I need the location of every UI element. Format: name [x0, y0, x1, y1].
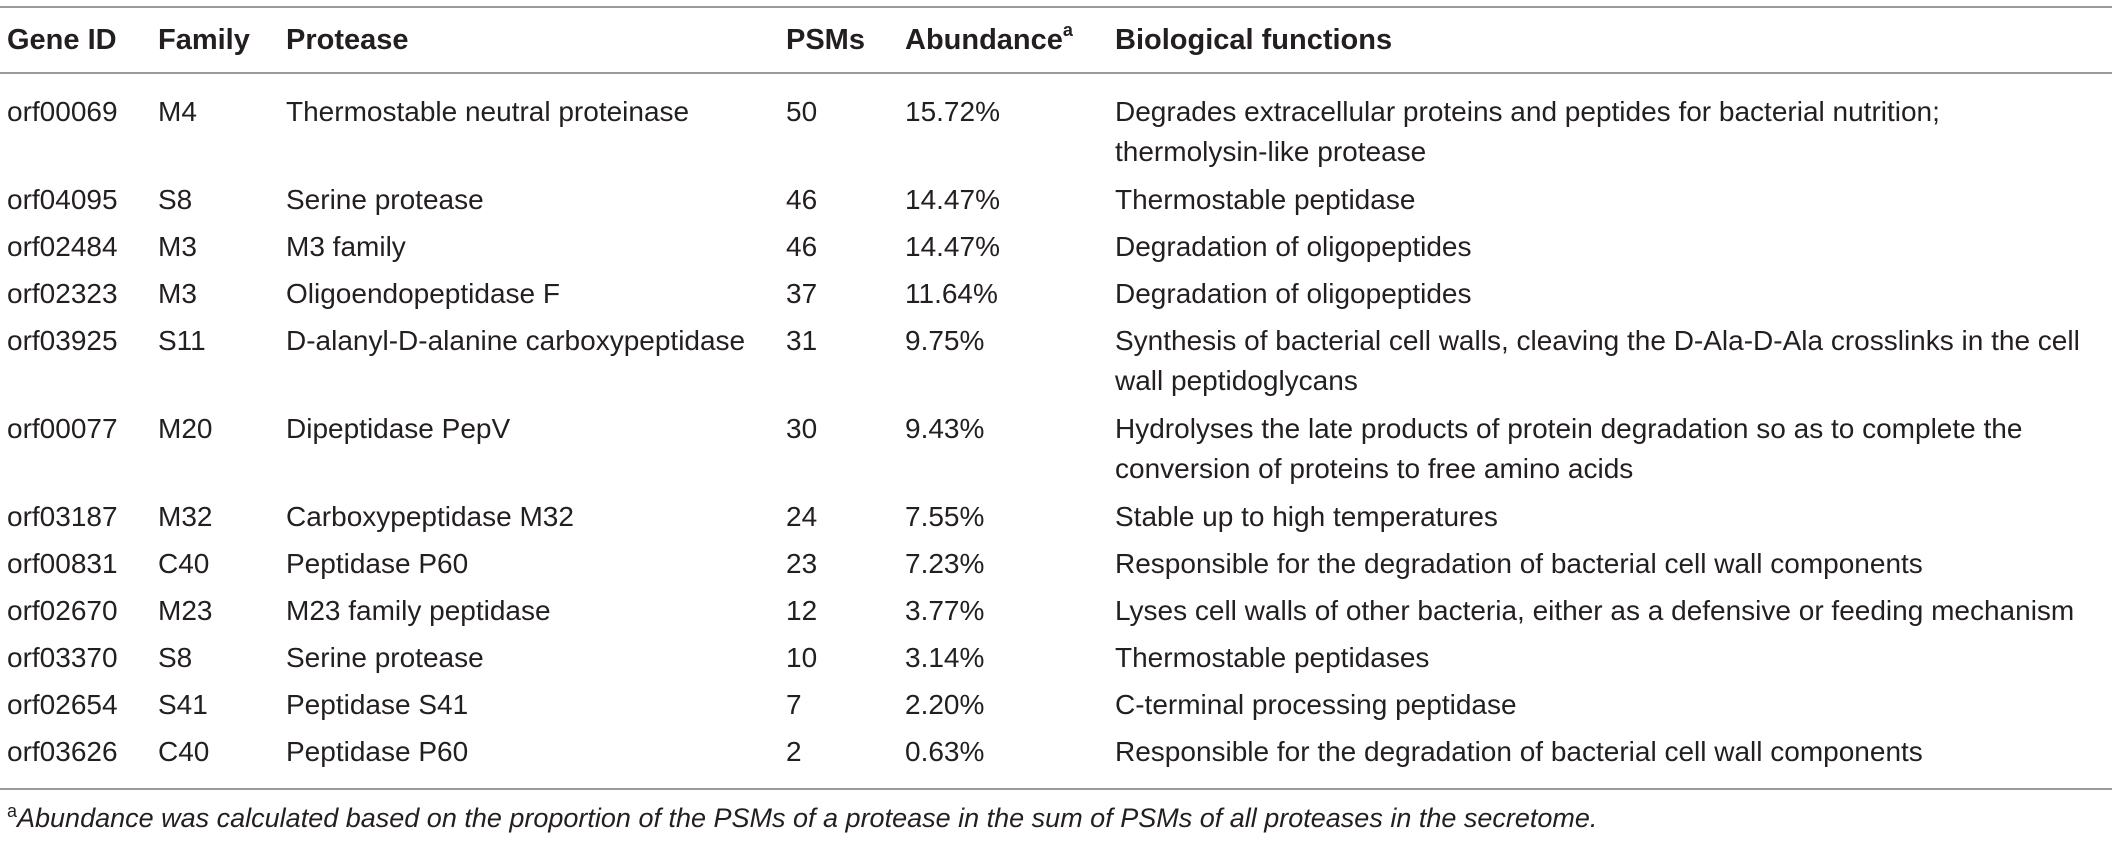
header-gene-id: Gene ID: [7, 24, 117, 56]
cell-psms: 50: [786, 96, 818, 127]
cell-abundance: 3.77%: [905, 595, 985, 626]
cell-protease: Oligoendopeptidase F: [286, 278, 560, 309]
table-bottom-rule: [0, 788, 2112, 790]
cell-family: S8: [158, 184, 193, 215]
cell-family: M20: [158, 413, 213, 444]
cell-function-line-1: Thermostable peptidase: [1115, 184, 1416, 215]
cell-function-line-2: thermolysin-like protease: [1115, 136, 1427, 167]
cell-gene-id: orf00831: [7, 548, 118, 579]
cell-psms: 46: [786, 184, 818, 215]
cell-gene-id: orf03370: [7, 642, 118, 673]
cell-gene-id: orf02654: [7, 689, 118, 720]
cell-function-line-1: Degradation of oligopeptides: [1115, 231, 1472, 262]
cell-psms: 2: [786, 736, 802, 767]
cell-protease: M3 family: [286, 231, 406, 262]
cell-function-line-1: Lyses cell walls of other bacteria, either as a defensive or feeding mechanism: [1115, 595, 2075, 626]
cell-gene-id: orf04095: [7, 184, 118, 215]
cell-gene-id: orf00077: [7, 413, 118, 444]
cell-protease: Peptidase P60: [286, 736, 469, 767]
cell-gene-id: orf03925: [7, 325, 118, 356]
cell-psms: 10: [786, 642, 818, 673]
cell-protease: Peptidase S41: [286, 689, 469, 720]
cell-function-line-1: Responsible for the degradation of bacterial cell wall components: [1115, 736, 1923, 767]
cell-gene-id: orf02670: [7, 595, 118, 626]
cell-protease: Carboxypeptidase M32: [286, 501, 574, 532]
cell-function-line-2: conversion of proteins to free amino acids: [1115, 453, 1634, 484]
table-top-rule: [0, 6, 2112, 8]
cell-function-line-1: Synthesis of bacterial cell walls, cleaving the D-Ala-D-Ala crosslinks in the cell: [1115, 325, 2080, 356]
cell-function-line-1: Degrades extracellular proteins and peptides for bacterial nutrition;: [1115, 96, 1940, 127]
cell-function-line-1: C-terminal processing peptidase: [1115, 689, 1517, 720]
cell-psms: 12: [786, 595, 818, 626]
cell-protease: Thermostable neutral proteinase: [286, 96, 690, 127]
cell-psms: 31: [786, 325, 818, 356]
footnote-mark: a: [7, 801, 18, 821]
cell-abundance: 15.72%: [905, 96, 1000, 127]
cell-protease: Serine protease: [286, 642, 484, 673]
cell-gene-id: orf00069: [7, 96, 118, 127]
footnote-text: Abundance was calculated based on the proportion of the PSMs of a protease in the sum of PSMs of all proteases in the secretome.: [17, 803, 1598, 833]
cell-family: M3: [158, 278, 197, 309]
header-protease: Protease: [286, 24, 409, 56]
cell-psms: 7: [786, 689, 802, 720]
cell-abundance: 11.64%: [905, 278, 998, 309]
header-abundance: Abundance$^a$: [905, 20, 1073, 56]
cell-protease: D-alanyl-D-alanine carboxypeptidase: [286, 325, 746, 356]
cell-gene-id: orf03626: [7, 736, 118, 767]
cell-family: M32: [158, 501, 213, 532]
cell-psms: 24: [786, 501, 818, 532]
cell-family: S11: [158, 325, 206, 356]
cell-family: C40: [158, 736, 210, 767]
cell-abundance: 7.23%: [905, 548, 985, 579]
table-header-rule: [0, 72, 2112, 74]
cell-function-line-2: wall peptidoglycans: [1115, 365, 1358, 396]
cell-abundance: 2.20%: [905, 689, 985, 720]
cell-abundance: 9.75%: [905, 325, 985, 356]
header-psms: PSMs: [786, 24, 865, 56]
cell-abundance: 14.47%: [905, 184, 1000, 215]
cell-function-line-1: Stable up to high temperatures: [1115, 501, 1498, 532]
cell-function-line-1: Degradation of oligopeptides: [1115, 278, 1472, 309]
cell-abundance: 0.63%: [905, 736, 985, 767]
cell-protease: Dipeptidase PepV: [286, 413, 511, 444]
cell-gene-id: orf02484: [7, 231, 118, 262]
cell-function-line-1: Hydrolyses the late products of protein degradation so as to complete the: [1115, 413, 2023, 444]
cell-family: M4: [158, 96, 197, 127]
cell-protease: Peptidase P60: [286, 548, 469, 579]
cell-function-line-1: Responsible for the degradation of bacterial cell wall components: [1115, 548, 1923, 579]
header-abundance-footnote-mark: a: [1062, 20, 1073, 41]
cell-abundance: 3.14%: [905, 642, 985, 673]
cell-function-line-1: Thermostable peptidases: [1115, 642, 1430, 673]
cell-abundance: 7.55%: [905, 501, 985, 532]
cell-gene-id: orf02323: [7, 278, 118, 309]
cell-family: C40: [158, 548, 210, 579]
header-biological-functions: Biological functions: [1115, 24, 1393, 56]
cell-protease: Serine protease: [286, 184, 484, 215]
cell-protease: M23 family peptidase: [286, 595, 551, 626]
cell-psms: 23: [786, 548, 818, 579]
cell-family: M3: [158, 231, 197, 262]
header-family: Family: [158, 24, 250, 56]
cell-abundance: 14.47%: [905, 231, 1000, 262]
table-footnote: [7, 798, 1597, 841]
cell-abundance: 9.43%: [905, 413, 985, 444]
cell-psms: 37: [786, 278, 818, 309]
cell-family: M23: [158, 595, 213, 626]
cell-gene-id: orf03187: [7, 501, 118, 532]
cell-family: S8: [158, 642, 193, 673]
cell-family: S41: [158, 689, 208, 720]
cell-psms: 46: [786, 231, 818, 262]
cell-psms: 30: [786, 413, 818, 444]
